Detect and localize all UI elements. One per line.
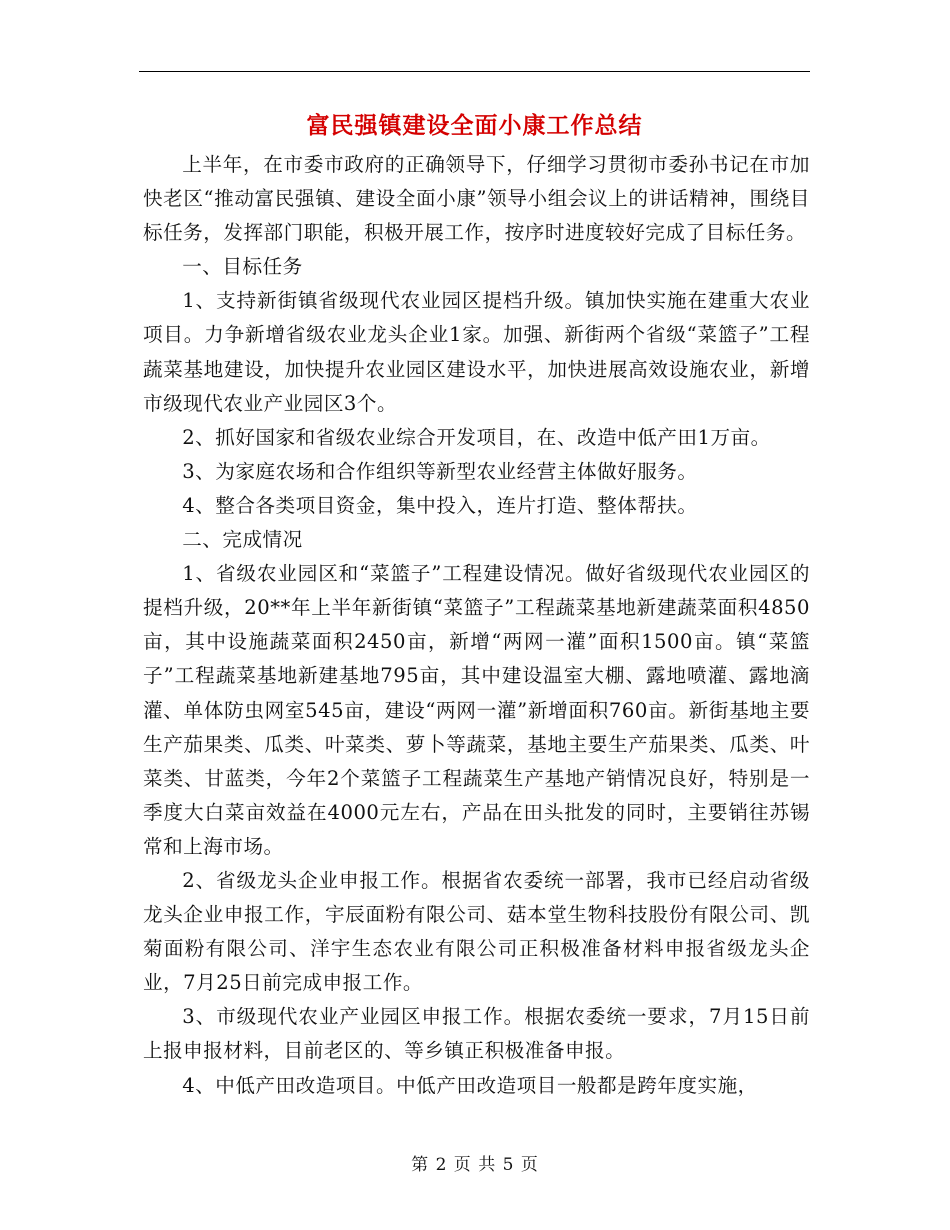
header-rule (139, 71, 810, 72)
paragraph: 3、为家庭农场和合作组织等新型农业经营主体做好服务。 (182, 459, 698, 483)
paragraph: 1、支持新街镇省级现代农业园区提档升级。镇加快实施在建重大农业项目。力争新增省级农业龙头企业1家。加强、新街两个省级“菜篮子”工程蔬菜基地建设，加快提升农业园区建设水平，加快进展高效设施农业，新增市级现代农业产业园区3个。 (143, 289, 810, 415)
page-number: 第 2 页 共 5 页 (411, 1155, 539, 1175)
section-heading: 二、完成情况 (182, 528, 303, 552)
paragraph: 4、中低产田改造项目。中低产田改造项目一般都是跨年度实施， (182, 1073, 758, 1097)
paragraph: 2、抓好国家和省级农业综合开发项目，在、改造中低产田1万亩。 (182, 425, 771, 449)
section-heading: 一、目标任务 (182, 255, 303, 279)
paragraph: 3、市级现代农业产业园区申报工作。根据农委统一要求，7月15日前上报申报材料，目前老区的、等乡镇正积极准备申报。 (143, 1005, 810, 1063)
document-title: 富民强镇建设全面小康工作总结 (306, 112, 643, 139)
document-body (143, 148, 810, 1103)
paragraph: 1、省级农业园区和“菜篮子”工程建设情况。做好省级现代农业园区的提档升级，20**年上半年新街镇“菜篮子”工程蔬菜基地新建蔬菜面积4850亩，其中设施蔬菜面积2450亩，新增“两网一灌”面积1500亩。镇“菜篮子”工程蔬菜基地新建基地795亩，其中建设温室大棚、露地喷灌、露地滴灌、单体防虫网室545亩，建设“两网一灌”新增面积760亩。新街基地主要生产茄果类、瓜类、叶菜类、萝卜等蔬菜，基地主要生产茄果类、瓜类、叶菜类、甘蓝类，今年2个菜篮子工程蔬菜生产基地产销情况良好，特别是一季度大白菜亩效益在4000元左右，产品在田头批发的同时，主要销往苏锡常和上海市场。 (143, 562, 810, 858)
paragraph: 上半年，在市委市政府的正确领导下，仔细学习贯彻市委孙书记在市加快老区“推动富民强镇、建设全面小康”领导小组会议上的讲话精神，围绕目标任务，发挥部门职能，积极开展工作，按序时进度较好完成了目标任务。 (143, 153, 810, 245)
paragraph: 2、省级龙头企业申报工作。根据省农委统一部署，我市已经启动省级龙头企业申报工作，宇辰面粉有限公司、菇本堂生物科技股份有限公司、凯菊面粉有限公司、洋宇生态农业有限公司正积极准备材料申报省级龙头企业，7月25日前完成申报工作。 (143, 868, 810, 995)
paragraph: 4、整合各类项目资金，集中投入，连片打造、整体帮扶。 (182, 493, 698, 517)
